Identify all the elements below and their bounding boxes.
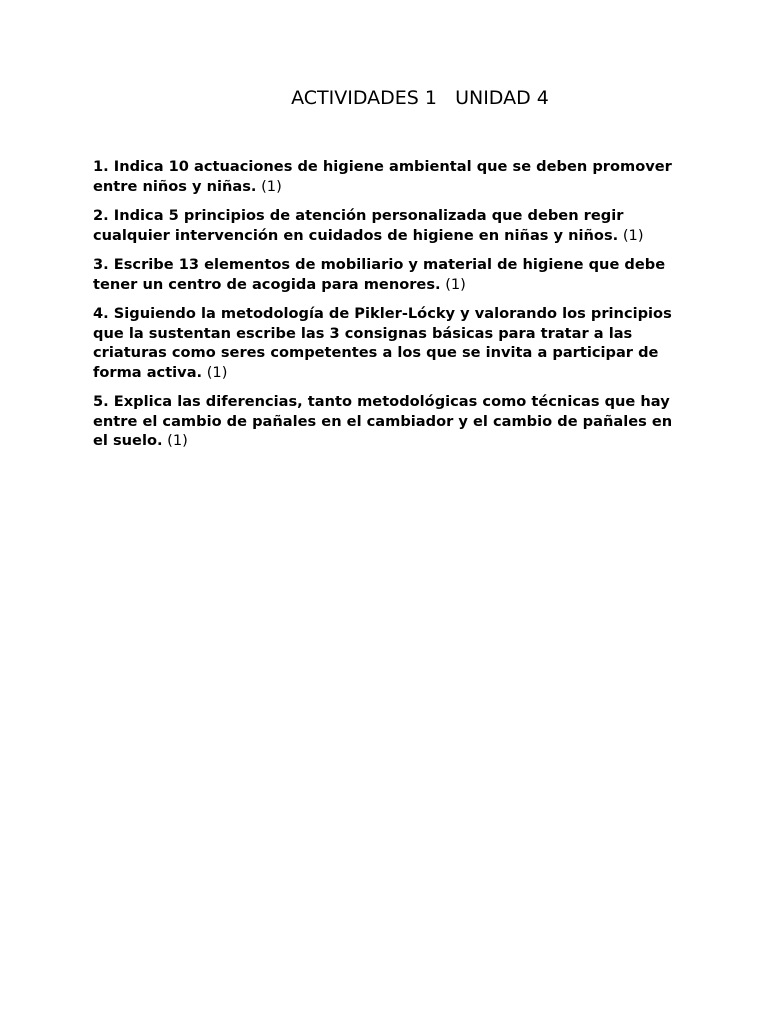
question-item-1 xyxy=(93,157,673,196)
question-item-2 xyxy=(93,206,673,245)
question-list xyxy=(93,157,673,461)
question-text: 5. Explica las diferencias, tanto metodológicas como técnicas que hay entre el cambio de pañales en el cambiador y el cambio de pañales en el suelo. xyxy=(93,393,673,449)
question-text: 4. Siguiendo la metodología de Pikler-Lócky y valorando los principios que la sustentan escribe las 3 consignas básicas para tratar a las criaturas como seres competentes a los que se invita a participar de forma activa. xyxy=(93,305,672,381)
question-score: (1) xyxy=(206,363,228,381)
question-item-4 xyxy=(93,304,673,382)
question-text: 3. Escribe 13 elementos de mobiliario y material de higiene que debe tener un centro de acogida para menores. xyxy=(93,256,666,293)
question-text: 1. Indica 10 actuaciones de higiene ambiental que se deben promover entre niños y niñas. xyxy=(93,158,672,195)
document-title: ACTIVIDADES 1 UNIDAD 4 xyxy=(291,87,549,109)
question-score: (1) xyxy=(622,226,644,244)
question-text: 2. Indica 5 principios de atención personalizada que deben regir cualquier intervención en cuidados de higiene en niñas y niños. xyxy=(93,207,624,244)
question-score: (1) xyxy=(167,432,188,449)
question-score: (1) xyxy=(261,177,282,195)
question-item-3 xyxy=(93,255,673,294)
question-score: (1) xyxy=(445,275,466,293)
question-item-5 xyxy=(93,392,673,451)
